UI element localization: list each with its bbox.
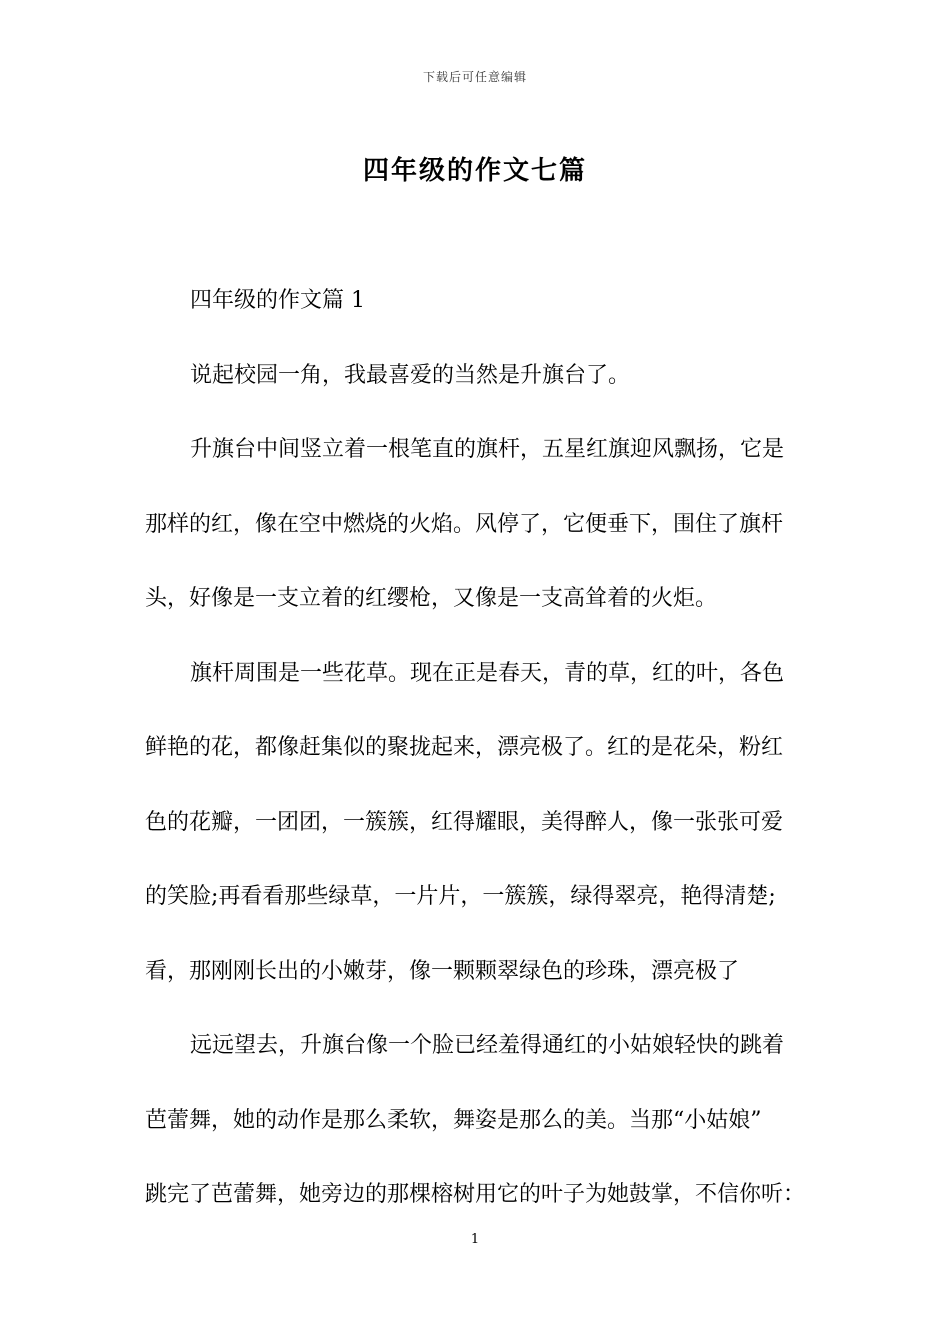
body-line: 芭蕾舞，她的动作是那么柔软，舞姿是那么的美。当那“小姑娘” [145, 1107, 762, 1133]
body-line: 色的花瓣，一团团，一簇簇，红得耀眼，美得醉人，像一张张可爱 [145, 809, 784, 835]
body-line: 看，那刚刚长出的小嫩芽，像一颗颗翠绿色的珍珠，漂亮极了 [145, 958, 740, 984]
body-line: 远远望去，升旗台像一个脸已经羞得通红的小姑娘轻快的跳着 [190, 1033, 785, 1058]
page-number: 1 [470, 1232, 480, 1247]
body-line: 四年级的作文篇 1 [190, 288, 365, 313]
body-line: 鲜艳的花，都像赶集似的聚拢起来，漂亮极了。红的是花朵，粉红 [145, 735, 784, 760]
document-title: 四年级的作文七篇 [362, 156, 587, 186]
body-line: 说起校园一角，我最喜爱的当然是升旗台了。 [190, 362, 631, 388]
document-body [145, 276, 825, 1245]
header-note: 下载后可任意编辑 [422, 70, 527, 84]
body-line: 那样的红，像在空中燃烧的火焰。风停了，它便垂下，围住了旗杆 [145, 511, 784, 537]
body-line: 的笑脸;再看看那些绿草，一片片，一簇簇，绿得翠亮，艳得清楚; [145, 884, 776, 909]
body-line: 升旗台中间竖立着一根笔直的旗杆，五星红旗迎风飘扬，它是 [190, 437, 785, 462]
body-line: 旗杆周围是一些花草。现在正是春天，青的草，红的叶，各色 [190, 660, 785, 686]
body-line: 头，好像是一支立着的红缨枪，又像是一支高耸着的火炬。 [145, 586, 718, 611]
body-line: 跳完了芭蕾舞，她旁边的那棵榕树用它的叶子为她鼓掌，不信你听： [145, 1182, 806, 1207]
